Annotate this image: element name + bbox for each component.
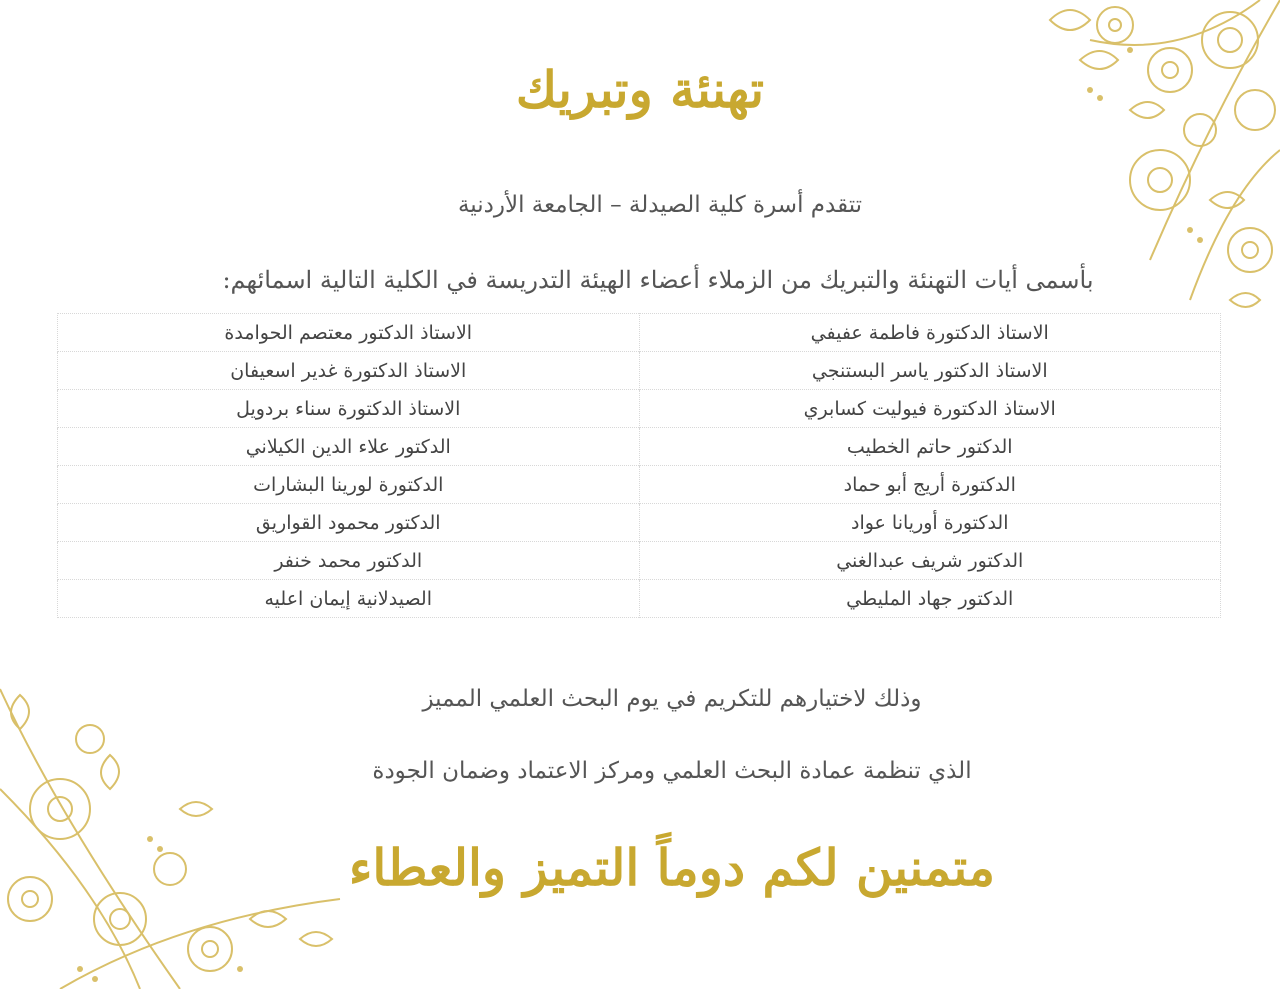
table-row (58, 352, 1221, 390)
table-cell: الصيدلانية إيمان اعليه (58, 580, 640, 618)
table-row (58, 314, 1221, 352)
table-cell: الاستاذ الدكتور ياسر البستنجي (639, 352, 1221, 390)
table-row (58, 542, 1221, 580)
table-cell: الاستاذ الدكتورة فاطمة عفيفي (639, 314, 1221, 352)
table-cell: الدكتور جهاد المليطي (639, 580, 1221, 618)
floral-ornament-bottom-left (0, 669, 360, 989)
table-cell: الدكتور حاتم الخطيب (639, 428, 1221, 466)
table-row (58, 428, 1221, 466)
names-table (57, 313, 1221, 618)
table-row (58, 504, 1221, 542)
table-cell: الدكتور محمد خنفر (58, 542, 640, 580)
table-cell: الدكتور شريف عبدالغني (639, 542, 1221, 580)
table-cell: الدكتور علاء الدين الكيلاني (58, 428, 640, 466)
final-wish: متمنين لكم دوماً التميز والعطاء (348, 838, 996, 897)
table-cell: الدكتورة أريج أبو حماد (639, 466, 1221, 504)
intro-line-2: بأسمى أيات التهنئة والتبريك من الزملاء أعضاء الهيئة التدريسة في الكلية التالية اسمائهم: (222, 266, 1094, 294)
table-row (58, 466, 1221, 504)
table-cell: الاستاذ الدكتورة فيوليت كسابري (639, 390, 1221, 428)
intro-line-1: تتقدم أسرة كلية الصيدلة – الجامعة الأردنية (457, 192, 863, 218)
table-cell: الاستاذ الدكتورة غدير اسعيفان (58, 352, 640, 390)
table-cell: الدكتور محمود القواريق (58, 504, 640, 542)
table-cell: الاستاذ الدكتور معتصم الحوامدة (58, 314, 640, 352)
closing-line-2: الذي تنظمة عمادة البحث العلمي ومركز الاعتماد وضمان الجودة (372, 758, 972, 784)
table-row (58, 390, 1221, 428)
page-title: تهنئة وتبريك (515, 60, 765, 119)
table-row (58, 580, 1221, 618)
closing-line-1: وذلك لاختيارهم للتكريم في يوم البحث العلمي المميز (422, 686, 922, 712)
table-cell: الاستاذ الدكتورة سناء بردويل (58, 390, 640, 428)
table-cell: الدكتورة لورينا البشارات (58, 466, 640, 504)
table-cell: الدكتورة أوريانا عواد (639, 504, 1221, 542)
